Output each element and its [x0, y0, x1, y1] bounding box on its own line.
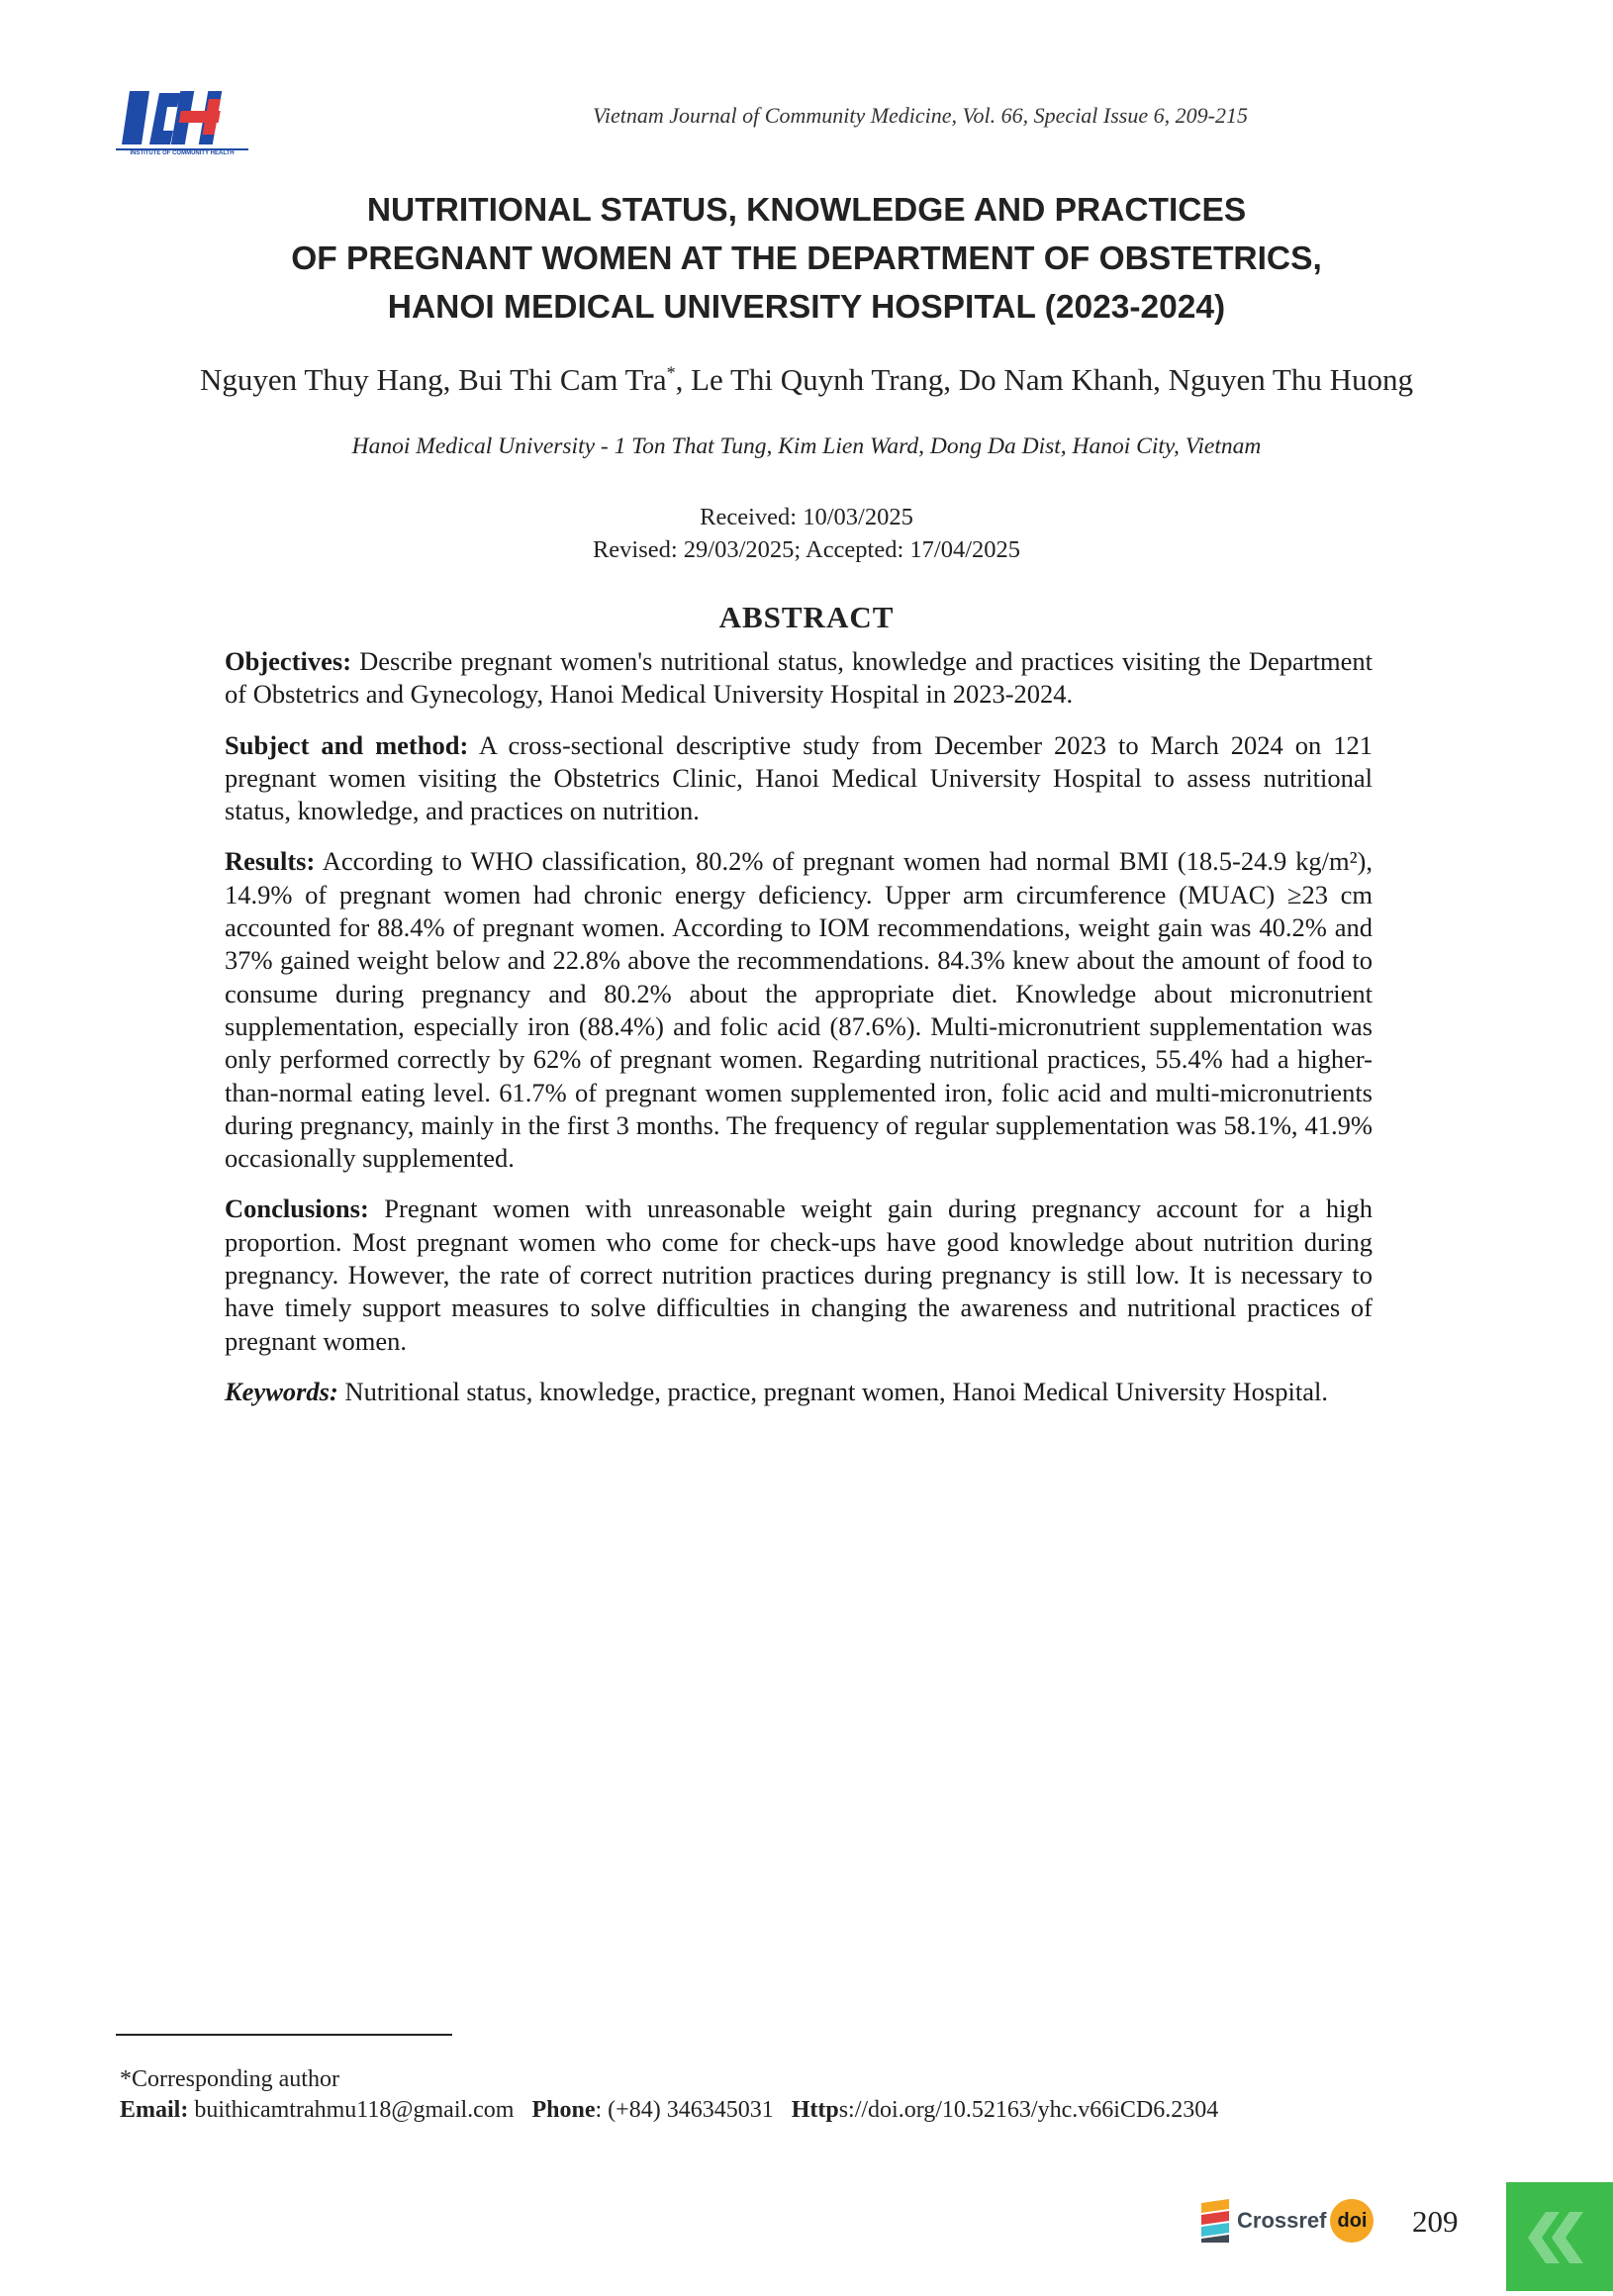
crossref-label: Crossref	[1237, 2208, 1327, 2233]
method-label: Subject and method:	[225, 729, 469, 760]
doi-label: Http	[791, 2097, 839, 2123]
page-number: 209	[1412, 2204, 1459, 2239]
double-chevron-left-icon	[1506, 2182, 1613, 2291]
keywords-text: Nutritional status, knowledge, practice, pregnant women, Hanoi Medical University Hospital.	[337, 1376, 1328, 1406]
affiliation: Hanoi Medical University - 1 Ton That Tung, Kim Lien Ward, Dong Da Dist, Hanoi City, Vietnam	[351, 433, 1262, 459]
objectives-text: Describe pregnant women's nutritional status, knowledge and practices visiting the Department of Obstetrics and Gynecology, Hanoi Medical University Hospital in 2023-2024.	[225, 646, 1373, 710]
logo-caption: INSTITUTE OF COMMUNITY HEALTH	[130, 150, 235, 156]
article-title	[99, 186, 1514, 332]
keywords-label: Keywords:	[225, 1376, 338, 1406]
authors-part: Nguyen Thuy Hang, Bui Thi Cam Tra	[199, 362, 667, 397]
keywords-paragraph	[225, 1376, 1373, 1408]
journal-logo	[116, 87, 248, 164]
authors-part: , Le Thi Quynh Trang, Do Nam Khanh, Nguyen Thu Huong	[675, 362, 1414, 397]
objectives-paragraph	[225, 645, 1373, 712]
title-line: NUTRITIONAL STATUS, KNOWLEDGE AND PRACTICES	[366, 192, 1247, 229]
results-paragraph	[225, 845, 1373, 1175]
contact-line	[120, 2097, 1218, 2124]
corresponding-author-note: *Corresponding author	[120, 2066, 339, 2092]
abstract-heading: ABSTRACT	[718, 600, 895, 634]
method-text: A cross-sectional descriptive study from December 2023 to March 2024 on 121 pregnant women visiting the Obstetrics Clinic, Hanoi Medical University Hospital to assess nutritional status, knowledge, and practices on nutrition.	[225, 729, 1373, 826]
email-value[interactable]: buithicamtrahmu118@gmail.com	[188, 2097, 515, 2123]
doi-link[interactable]: s://doi.org/10.52163/yhc.v66iCD6.2304	[838, 2097, 1219, 2123]
crossref-icon	[1199, 2199, 1233, 2243]
corresponding-mark: *	[666, 362, 676, 383]
phone-label: Phone	[531, 2097, 596, 2123]
conclusions-label: Conclusions:	[225, 1194, 369, 1224]
abstract-body	[225, 645, 1373, 1426]
article-dates	[59, 501, 1554, 566]
journal-citation: Vietnam Journal of Community Medicine, Vol. 66, Special Issue 6, 209-215	[593, 103, 1248, 128]
conclusions-text: Pregnant women with unreasonable weight gain during pregnancy account for a high proportion. Most pregnant women who come for check-ups have good knowledge about nutrition during pregnancy. However, the rate of correct nutrition practices during pregnancy is still low. It is necessary to have timely support measures to solve difficulties in changing the awareness and nutritional practices of pregnant women.	[225, 1194, 1373, 1356]
conclusions-paragraph	[225, 1193, 1373, 1357]
footnote-divider	[116, 2034, 452, 2036]
received-date: Received: 10/03/2025	[700, 504, 913, 530]
phone-value: : (+84) 346345031	[595, 2097, 774, 2123]
title-line: OF PREGNANT WOMEN AT THE DEPARTMENT OF OBSTETRICS,	[291, 240, 1322, 277]
doi-badge: doi	[1330, 2199, 1374, 2243]
email-label: Email:	[120, 2097, 189, 2123]
revised-accepted-date: Revised: 29/03/2025; Accepted: 17/04/2025	[592, 536, 1021, 563]
results-label: Results:	[225, 846, 316, 877]
method-paragraph	[225, 729, 1373, 828]
title-line: HANOI MEDICAL UNIVERSITY HOSPITAL (2023-2024)	[387, 289, 1226, 326]
crossref-badge[interactable]	[1199, 2194, 1374, 2248]
page-corner-tab	[1506, 2182, 1613, 2291]
objectives-label: Objectives:	[225, 646, 352, 676]
author-list	[59, 362, 1554, 398]
results-text: According to WHO classification, 80.2% of pregnant women had normal BMI (18.5-24.9 kg/m²), 14.9% of pregnant women had chronic energy deficiency. Upper arm circumference (MUAC) ≥23 cm accounted for 88.4% of pregnant women. According to IOM recommendations, weight gain was 40.2% and 37% gained weight below and 22.8% above the recommendations. 84.3% knew about the amount of food to consume during pregnancy and 80.2% about the appropriate diet. Knowledge about micronutrient supplementation, especially iron (88.4%) and folic acid (87.6%). Multi-micronutrient supplementation was only performed correctly by 62% of pregnant women. Regarding nutritional practices, 55.4% had a higher-than-normal eating level. 61.7% of pregnant women supplemented iron, folic acid and multi-micronutrients during pregnancy, mainly in the first 3 months. The frequency of regular supplementation was 58.1%, 41.9% occasionally supplemented.	[225, 846, 1373, 1174]
